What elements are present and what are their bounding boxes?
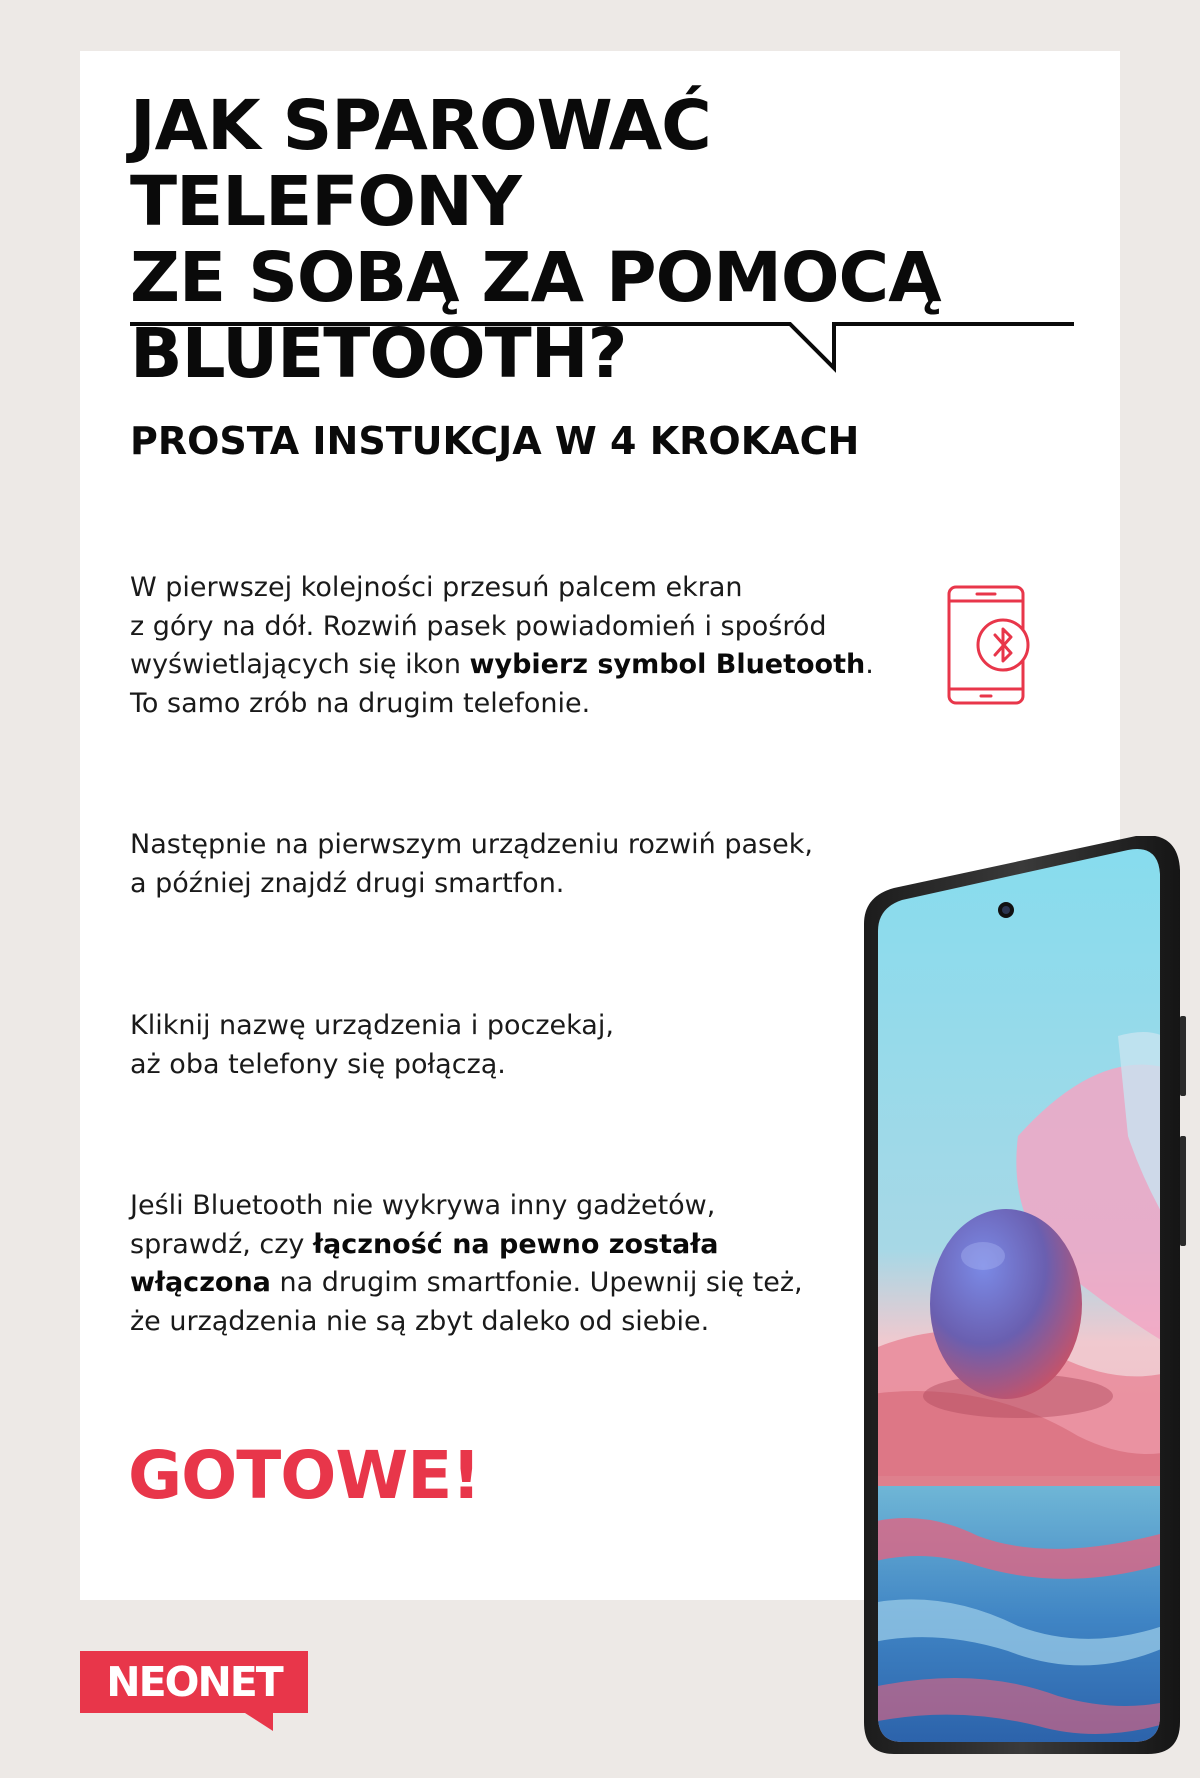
- logo-text: NEONET: [106, 1658, 282, 1706]
- step-text: Następnie na pierwszym urządzeniu rozwiń pasek,: [130, 829, 813, 860]
- step-text-line: [130, 1264, 803, 1303]
- step-text: z góry na dół. Rozwiń pasek powiadomień i spośród: [130, 610, 827, 642]
- step-text: sprawdź, czy: [130, 1228, 313, 1260]
- step-text: wyświetlających się ikon: [130, 649, 470, 680]
- step-text-line: [130, 646, 874, 685]
- step-text: aż oba telefony się połączą.: [130, 1048, 506, 1080]
- done-heading: GOTOWE!: [128, 1437, 481, 1514]
- instruction-step-2: [130, 826, 813, 903]
- step-text: a później znajdź drugi smartfon.: [130, 867, 565, 899]
- instruction-step-3: [130, 1007, 614, 1084]
- step-text: Jeśli Bluetooth nie wykrywa inny gadżetów,: [130, 1190, 716, 1221]
- step-emphasis: wybierz symbol Bluetooth: [469, 649, 866, 680]
- step-text: To samo zrób na drugim telefonie.: [130, 687, 591, 719]
- step-emphasis: łączność na pewno została: [313, 1228, 719, 1260]
- subtitle: PROSTA INSTUKCJA W 4 KROKACH: [130, 419, 860, 463]
- step-text: że urządzenia nie są zbyt daleko od siebie.: [130, 1305, 710, 1337]
- logo-tail: [245, 1713, 273, 1731]
- instruction-step-1: [130, 569, 874, 723]
- title-line: BLUETOOTH?: [130, 314, 627, 394]
- step-text: Kliknij nazwę urządzenia i poczekaj,: [130, 1010, 614, 1041]
- title-line: JAK SPAROWAĆ TELEFONY: [130, 86, 711, 242]
- step-emphasis: włączona: [130, 1267, 271, 1298]
- instruction-step-4: [130, 1187, 803, 1341]
- step-text: W pierwszej kolejności przesuń palcem ekran: [130, 572, 743, 603]
- smartphone-image: [858, 836, 1188, 1756]
- speech-bubble-divider: [130, 318, 1074, 374]
- step-text-line: [130, 1226, 803, 1265]
- step-text: na drugim smartfonie. Upewnij się też,: [270, 1267, 803, 1298]
- title-line: ZE SOBĄ ZA POMOCĄ: [130, 238, 941, 318]
- neonet-logo: [80, 1651, 308, 1727]
- phone-bluetooth-icon: [947, 585, 1031, 707]
- step-text: .: [865, 649, 874, 680]
